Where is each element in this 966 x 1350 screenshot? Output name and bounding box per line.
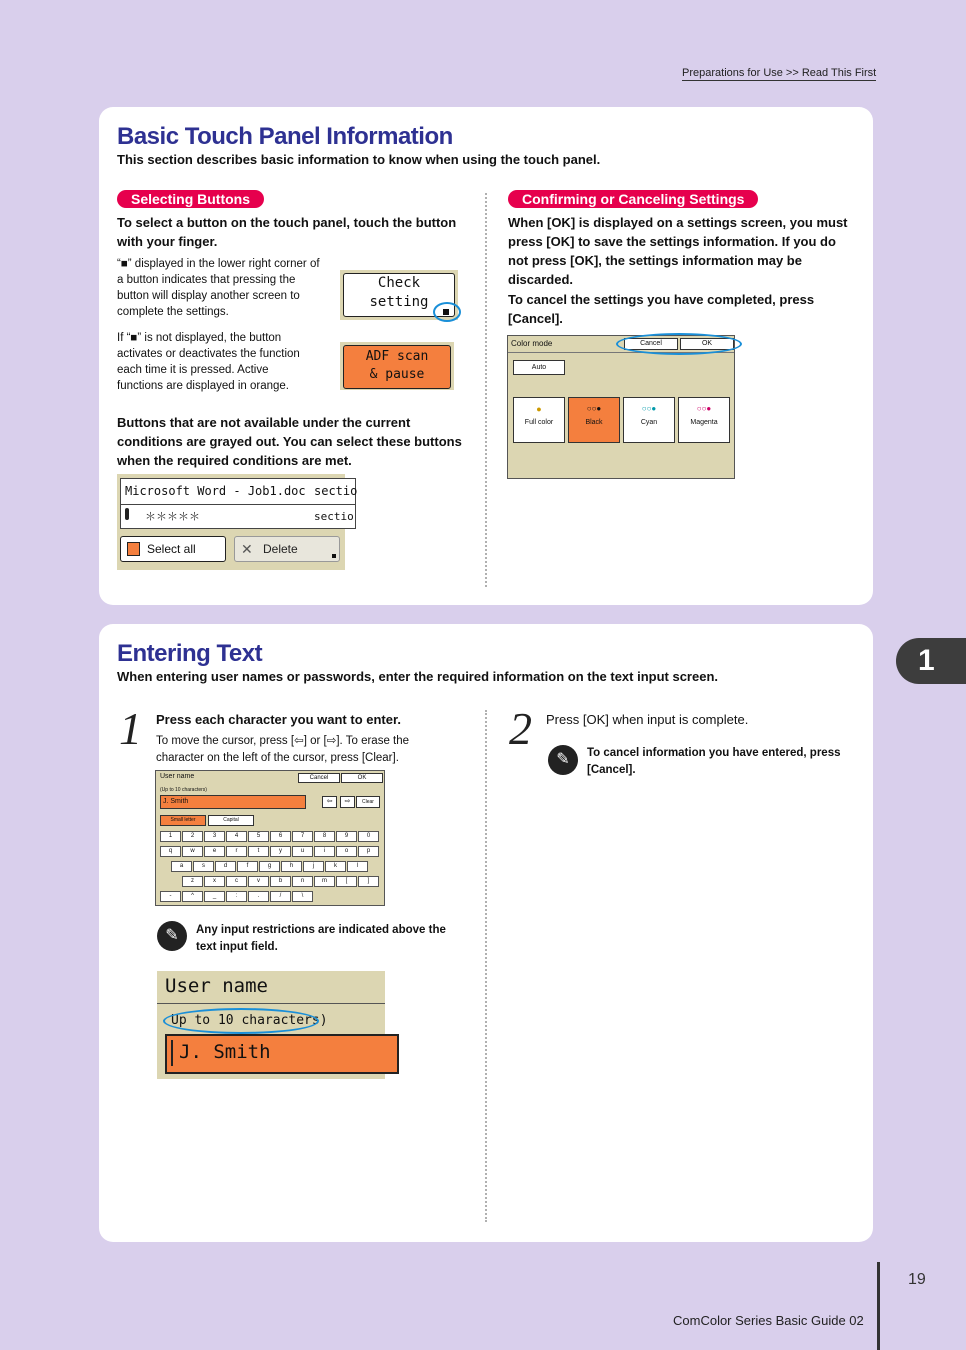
zoom-restriction: Up to 10 characters): [171, 1013, 328, 1028]
step1-desc: To move the cursor, press [⇦] or [⇨]. To erase the character on the left of the cursor, press [Clear].: [156, 735, 410, 764]
ok-button[interactable]: OK: [341, 773, 383, 783]
cancel-button[interactable]: Cancel: [298, 773, 340, 783]
job-row[interactable]: [120, 478, 356, 505]
screen-title: Color mode: [511, 339, 553, 348]
step2-note: To cancel information you have entered, press [Cancel].: [587, 747, 841, 776]
key-4-3[interactable]: :: [226, 891, 247, 902]
note-icon: ✎: [548, 745, 578, 775]
job-section: sectio: [314, 510, 354, 523]
chapter-tab[interactable]: 1: [896, 638, 966, 684]
section-lead: This section describes basic information to know when using the touch panel.: [117, 152, 601, 167]
key-1-8[interactable]: o: [336, 846, 357, 857]
section-lead: When entering user names or passwords, enter the required information on the text input screen.: [117, 669, 718, 684]
selecting-intro: To select a button on the touch panel, touch the button with your finger.: [117, 215, 457, 249]
section-title: Basic Touch Panel Information: [117, 123, 453, 150]
job-list-sample: [117, 474, 358, 570]
key-1-4[interactable]: t: [248, 846, 269, 857]
key-3-1[interactable]: x: [204, 876, 225, 887]
indicator-square-icon: [332, 554, 336, 558]
cursor-left-icon: ⇦: [294, 735, 304, 747]
cursor: [171, 1040, 173, 1066]
key-1-3[interactable]: r: [226, 846, 247, 857]
step1-title: Press each character you want to enter.: [156, 712, 401, 727]
breadcrumb[interactable]: Preparations for Use >> Read This First: [682, 67, 877, 79]
zoom-title: User name: [165, 975, 268, 997]
key-0-9[interactable]: 0: [358, 831, 379, 842]
key-0-6[interactable]: 7: [292, 831, 313, 842]
key-0-8[interactable]: 9: [336, 831, 357, 842]
note-icon: ✎: [157, 921, 187, 951]
restriction-highlight: [163, 1008, 319, 1034]
capital-tab[interactable]: Capital: [208, 815, 254, 826]
footer-title: ComColor Series Basic Guide 02: [673, 1313, 864, 1328]
footer-rule: [877, 1262, 880, 1350]
cyan-button[interactable]: ○○● Cyan: [623, 397, 675, 443]
clear-button[interactable]: Clear: [356, 796, 380, 808]
select-all-button[interactable]: Select all: [120, 536, 226, 562]
ok-button[interactable]: OK: [680, 338, 734, 350]
thermometer-icon: [125, 508, 129, 520]
auto-button[interactable]: Auto: [513, 360, 565, 375]
adf-scan-sample: [340, 342, 454, 390]
password-row[interactable]: [120, 504, 356, 529]
indicator-paragraph: “■” displayed in the lower right corner of a button indicates that pressing the button will display another screen to complete the settings.: [117, 258, 320, 318]
grayed-out-paragraph: Buttons that are not available under the current conditions are grayed out. You can select these buttons when the required conditions are met.: [117, 415, 462, 468]
key-3-5[interactable]: n: [292, 876, 313, 887]
zoom-divider: [157, 1003, 385, 1004]
screen-title: User name: [160, 773, 195, 780]
page-number: 19: [908, 1271, 926, 1288]
select-all-icon: [127, 542, 140, 556]
column-divider: [485, 710, 487, 1222]
job-file-name: Microsoft Word - Job1.doc: [125, 484, 306, 498]
key-2-3[interactable]: f: [237, 861, 258, 872]
key-4-5[interactable]: /: [270, 891, 291, 902]
zoom-value: J. Smith: [179, 1041, 271, 1063]
cancel-button[interactable]: Cancel: [624, 338, 678, 350]
key-3-3[interactable]: v: [248, 876, 269, 887]
cancel-ok-highlight: [616, 333, 742, 355]
key-0-2[interactable]: 3: [204, 831, 225, 842]
section-basic-touch-panel: [99, 107, 873, 605]
key-2-1[interactable]: s: [193, 861, 214, 872]
small-letter-tab[interactable]: Small letter: [160, 815, 206, 826]
key-2-4[interactable]: g: [259, 861, 280, 872]
key-3-0[interactable]: z: [182, 876, 203, 887]
delete-x-icon: ✕: [241, 541, 253, 557]
black-button[interactable]: ○○● Black: [568, 397, 620, 443]
user-name-zoom: [157, 971, 385, 1079]
cyan-icon: ○○●: [641, 404, 657, 413]
key-3-7[interactable]: [: [336, 876, 357, 887]
key-2-8[interactable]: l: [347, 861, 368, 872]
step1-note: Any input restrictions are indicated above the text input field.: [196, 924, 446, 953]
key-0-7[interactable]: 8: [314, 831, 335, 842]
key-2-0[interactable]: a: [171, 861, 192, 872]
key-3-2[interactable]: c: [226, 876, 247, 887]
job-section: sectio: [314, 484, 358, 498]
check-setting-button[interactable]: Check setting: [343, 273, 455, 317]
key-4-6[interactable]: \: [292, 891, 313, 902]
key-3-8[interactable]: ]: [358, 876, 379, 887]
black-icon: ○○●: [586, 404, 602, 413]
full-color-button[interactable]: ● Full color: [513, 397, 565, 443]
cursor-right-icon: ⇨: [326, 735, 337, 747]
key-2-7[interactable]: k: [325, 861, 346, 872]
key-1-2[interactable]: e: [204, 846, 225, 857]
key-1-5[interactable]: y: [270, 846, 291, 857]
key-2-6[interactable]: j: [303, 861, 324, 872]
text-input-field[interactable]: J. Smith: [160, 795, 306, 809]
step-number: 1: [119, 703, 142, 754]
key-4-0[interactable]: -: [160, 891, 181, 902]
adf-scan-pause-button[interactable]: ADF scan & pause: [343, 345, 451, 389]
magenta-button[interactable]: ○○● Magenta: [678, 397, 730, 443]
key-4-4[interactable]: .: [248, 891, 269, 902]
key-1-0[interactable]: q: [160, 846, 181, 857]
heading-confirming: Confirming or Canceling Settings: [508, 190, 758, 208]
delete-button[interactable]: ✕ Delete: [234, 536, 340, 562]
key-3-6[interactable]: m: [314, 876, 335, 887]
key-3-4[interactable]: b: [270, 876, 291, 887]
key-0-0[interactable]: 1: [160, 831, 181, 842]
key-1-7[interactable]: i: [314, 846, 335, 857]
ok-paragraph: When [OK] is displayed on a settings screen, you must press [OK] to save the settings information. If you do not press [OK], the settings information may be discarded.: [508, 215, 848, 287]
user-name-screen: [155, 770, 385, 906]
heading-selecting-buttons: Selecting Buttons: [117, 190, 264, 208]
masked-value: ＊＊＊＊＊: [145, 510, 200, 523]
step-number: 2: [509, 703, 532, 754]
restriction-text: (Up to 10 characters): [160, 787, 207, 793]
cancel-paragraph: To cancel the settings you have completed, press [Cancel].: [508, 292, 815, 326]
toggle-paragraph: If “■” is not displayed, the button activates or deactivates the function each time it is pressed. Active functions are displayed in orange.: [117, 332, 300, 392]
zoom-input-field[interactable]: [165, 1034, 399, 1074]
key-4-2[interactable]: _: [204, 891, 225, 902]
key-2-5[interactable]: h: [281, 861, 302, 872]
key-4-1[interactable]: ^: [182, 891, 203, 902]
cursor-right-button[interactable]: ⇨: [340, 796, 355, 808]
key-0-5[interactable]: 6: [270, 831, 291, 842]
key-1-1[interactable]: w: [182, 846, 203, 857]
key-1-9[interactable]: p: [358, 846, 379, 857]
magenta-icon: ○○●: [696, 404, 712, 413]
color-mode-screen: [507, 335, 735, 479]
key-0-1[interactable]: 2: [182, 831, 203, 842]
key-0-4[interactable]: 5: [248, 831, 269, 842]
section-title: Entering Text: [117, 640, 263, 667]
indicator-square-icon: [443, 309, 449, 315]
check-setting-sample: [340, 270, 458, 320]
key-1-6[interactable]: u: [292, 846, 313, 857]
full-color-icon: ●: [536, 404, 542, 414]
step2-title: Press [OK] when input is complete.: [546, 712, 749, 727]
key-0-3[interactable]: 4: [226, 831, 247, 842]
key-2-2[interactable]: d: [215, 861, 236, 872]
column-divider: [485, 193, 487, 587]
section-entering-text: [99, 624, 873, 1242]
cursor-left-button[interactable]: ⇦: [322, 796, 337, 808]
